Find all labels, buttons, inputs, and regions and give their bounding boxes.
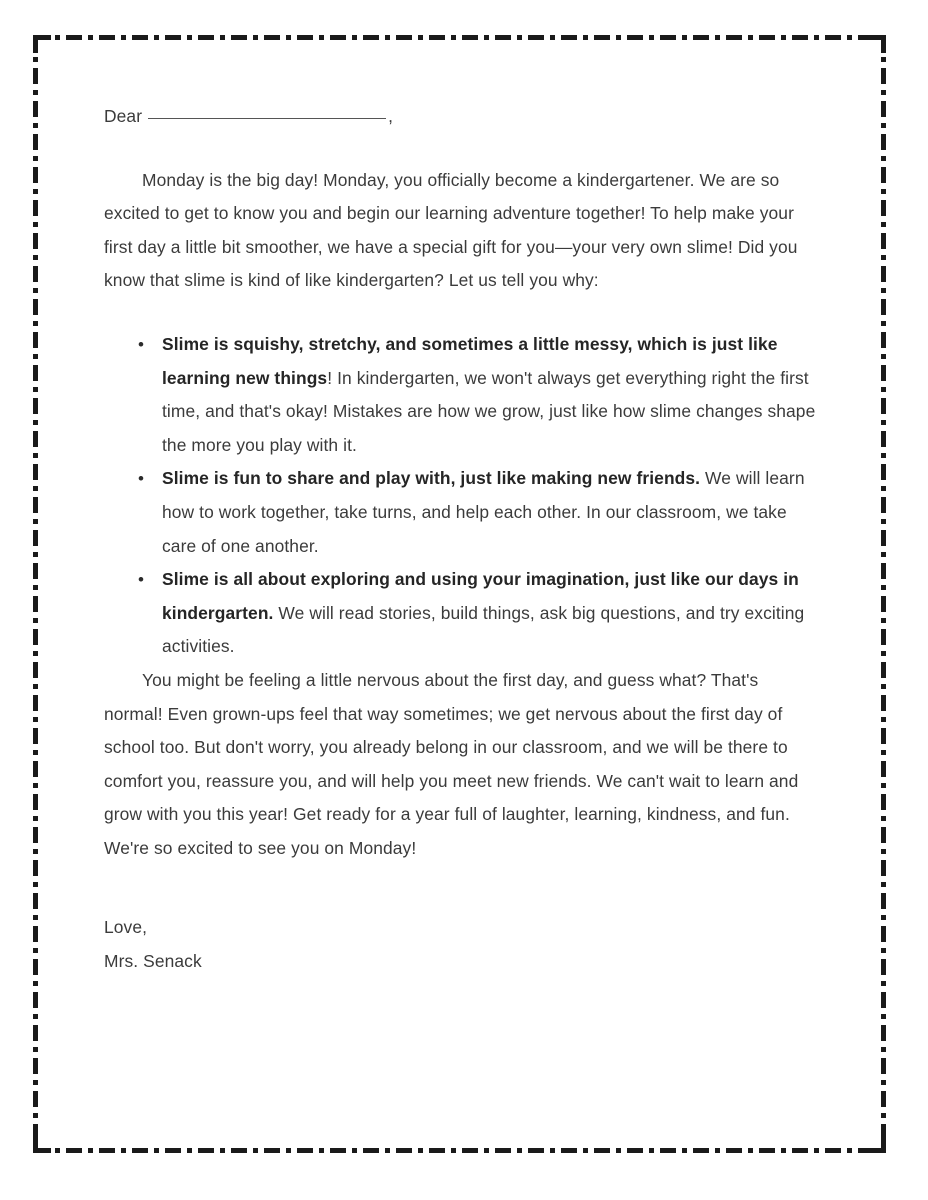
bullet-point-icon: • xyxy=(138,570,145,590)
salutation-line xyxy=(104,100,820,134)
bullet-point-icon: • xyxy=(138,469,145,489)
reasons-list xyxy=(104,328,820,664)
border-top-edge xyxy=(33,35,886,40)
list-item-rest: We will learn how to work together, take turns, and help each other. In our classroom, we take care of one another. xyxy=(162,468,805,556)
border-corner-bottom-left-vertical xyxy=(33,1135,38,1153)
recipient-name-blank[interactable] xyxy=(148,118,386,119)
list-item-rest: We will read stories, build things, ask big questions, and try exciting activities. xyxy=(162,602,805,657)
list-item xyxy=(104,563,820,664)
bullet-point-icon: • xyxy=(138,334,145,354)
border-right-edge xyxy=(881,35,886,1153)
salutation-greeting: Dear xyxy=(104,106,143,126)
border-corner-top-left-vertical xyxy=(33,35,38,53)
letter-content xyxy=(104,100,820,979)
signature-block xyxy=(104,911,820,978)
border-bottom-edge xyxy=(33,1148,886,1153)
salutation-comma: , xyxy=(388,106,394,126)
opening-paragraph: Monday is the big day! Monday, you officially become a kindergartener. We are so excited to get to know you and begin our learning adventure together! To help make your first day a little bit smoother, we have a special gift for you—your very own slime! Did you know that slime is kind of like kindergarten? Let us tell you why: xyxy=(104,169,798,291)
border-corner-bottom-right-vertical xyxy=(881,1135,886,1153)
signoff-text: Love, xyxy=(104,917,148,938)
closing-paragraph: You might be feeling a little nervous about the first day, and guess what? That's normal! Even grown-ups feel that way sometimes; we get nervous about the first day of school too. But don't worry, you already belong in our classroom, and we will be there to comfort you, reassure you, and will help you meet new friends. We can't wait to learn and grow with you this year! Get ready for a year full of laughter, learning, kindness, and fun. We're so excited to see you on Monday! xyxy=(104,669,799,858)
list-item-lead: Slime is all about exploring and using your imagination, just like our days in kindergarten. xyxy=(162,569,799,623)
list-item xyxy=(104,328,820,462)
list-item xyxy=(104,462,820,563)
border-left-edge xyxy=(33,35,38,1153)
signature-name: Mrs. Senack xyxy=(104,951,202,972)
border-corner-top-right-vertical xyxy=(881,35,886,53)
list-item-lead: Slime is squishy, stretchy, and sometimes a little messy, which is just like learning new things xyxy=(162,333,778,388)
list-item-rest: ! In kindergarten, we won't always get everything right the first time, and that's okay! Mistakes are how we grow, just like how slime changes shape the more you play with it. xyxy=(162,367,816,455)
list-item-lead: Slime is fun to share and play with, just like making new friends. xyxy=(162,468,701,489)
